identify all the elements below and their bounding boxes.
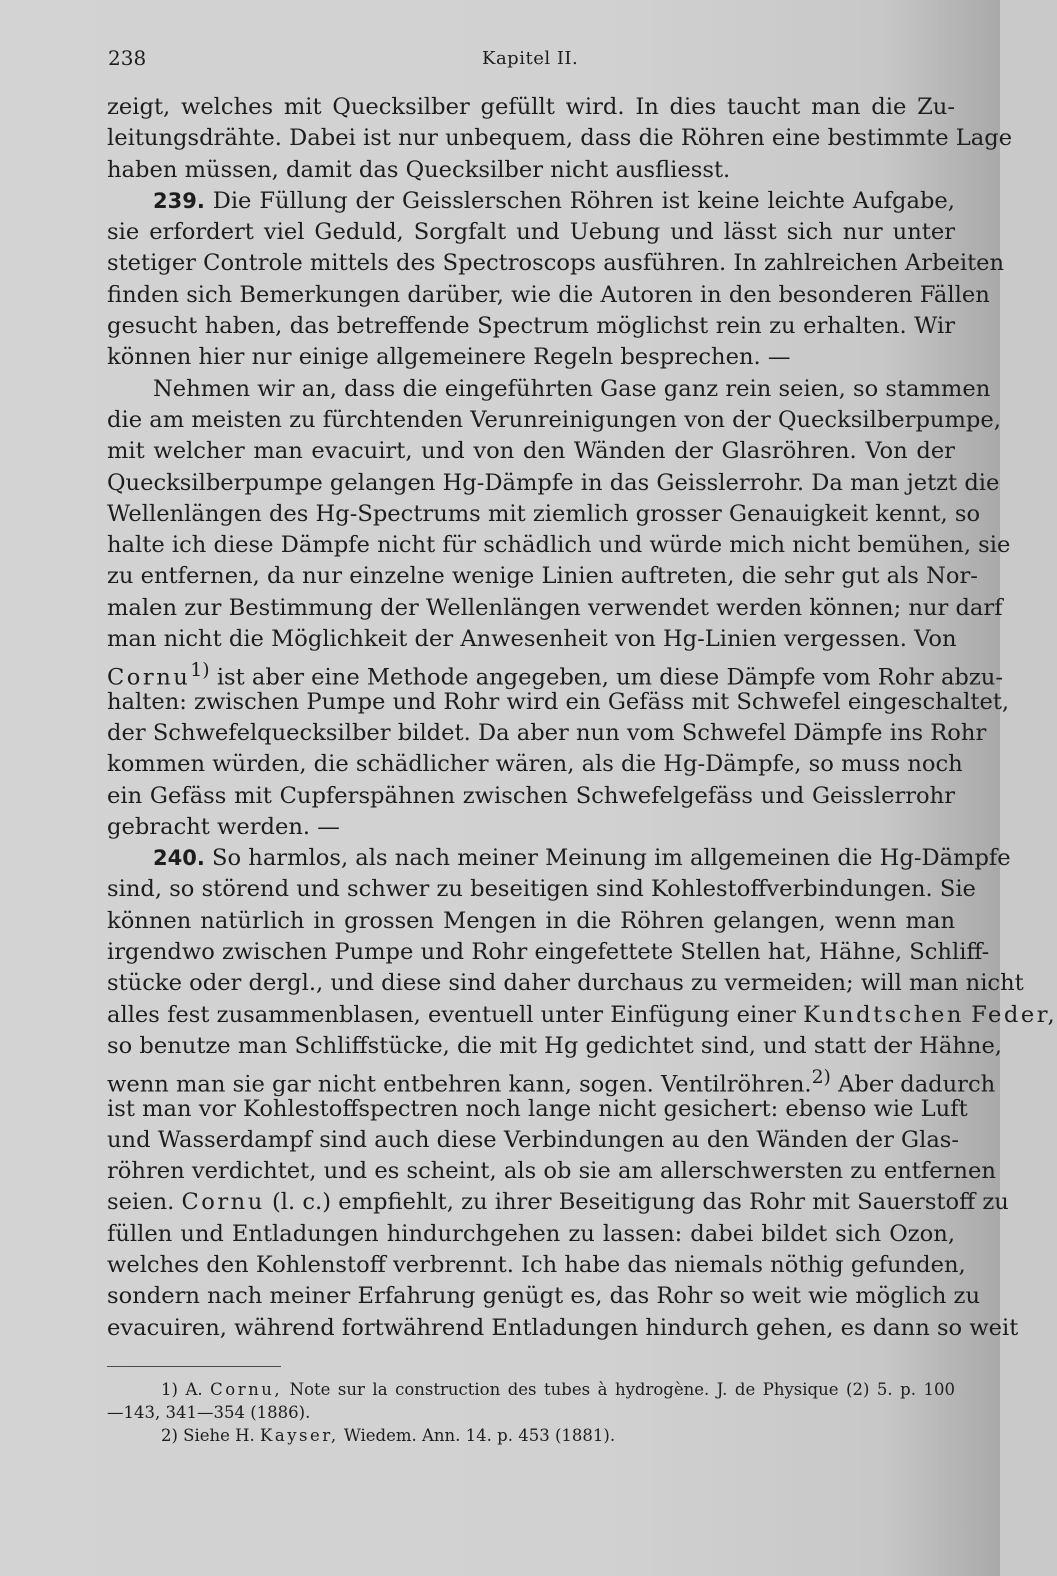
text-fragment: Feder, — [971, 1001, 1057, 1028]
text-line: so benutze man Schliffstücke, die mit Hg gedichtet sind, und statt der Hähne, — [107, 1032, 1002, 1059]
author-name: Kundtschen — [803, 1001, 964, 1028]
section-number: 239. — [153, 188, 205, 213]
text-line: man nicht die Möglichkeit der Anwesenheit von Hg-Linien vergessen. Von — [107, 626, 957, 653]
text-line: stetiger Controle mittels des Spectroscops ausführen. In zahlreichen Arbeiten — [107, 250, 1005, 277]
footnote-1-continued: —143, 341—354 (1886). — [107, 1403, 311, 1422]
text-fragment: alles fest zusammenblasen, eventuell unter Einfügung einer — [107, 1001, 796, 1028]
text-line: leitungsdrähte. Dabei ist nur unbequem, dass die Röhren eine bestimmte Lage — [107, 125, 1013, 152]
text-line: zeigt, welches mit Quecksilber gefüllt wird. In dies taucht man die Zu- — [107, 94, 955, 120]
footnote-2 — [107, 1424, 955, 1447]
footnote-prefix: 1) A. — [161, 1380, 203, 1399]
footnote-marker: 2) — [811, 1067, 831, 1089]
text-line: können hier nur einige allgemeinere Regeln besprechen. — — [107, 344, 791, 371]
paragraph-239-start — [107, 186, 955, 217]
text-line: Nehmen wir an, dass die eingeführten Gase ganz rein seien, so stammen — [153, 375, 991, 402]
text-fragment: seien. — [107, 1189, 175, 1216]
text-line: haben müssen, damit das Quecksilber nicht ausfliesst. — [107, 156, 731, 183]
footnote-prefix: 2) Siehe H. — [161, 1426, 255, 1445]
section-number: 240. — [153, 846, 205, 871]
text-line: Quecksilberpumpe gelangen Hg-Dämpfe in das Geisslerrohr. Da man jetzt die — [107, 469, 1000, 496]
text-line: gebracht werden. — — [107, 813, 340, 840]
text-line: halte ich diese Dämpfe nicht für schädlich und würde mich nicht bemühen, sie — [107, 532, 1011, 559]
text-line: ist man vor Kohlestoffspectren noch lange nicht gesichert: ebenso wie Luft — [107, 1095, 968, 1122]
page-header — [108, 46, 948, 76]
running-head: Kapitel II. — [482, 48, 579, 69]
text-line-kundt — [107, 1000, 1057, 1031]
text-line: der Schwefelquecksilber bildet. Da aber nun vom Schwefel Dämpfe ins Rohr — [107, 719, 987, 746]
text-line: sondern nach meiner Erfahrung genügt es, das Rohr so weit wie möglich zu — [107, 1283, 981, 1310]
text-fragment: ist aber eine Methode angegeben, um diese Dämpfe vom Rohr abzu- — [216, 664, 1003, 691]
text-line: zu entfernen, da nur einzelne wenige Linien auftreten, die sehr gut als Nor- — [107, 563, 978, 590]
text-fragment: Aber dadurch — [838, 1071, 996, 1098]
text-fragment: Die Füllung der Geisslerschen Röhren ist keine leichte Aufgabe, — [212, 187, 955, 214]
author-name: Cornu — [181, 1189, 265, 1216]
text-line: Wellenlängen des Hg-Spectrums mit ziemlich grosser Genauigkeit kennt, so — [107, 500, 981, 527]
text-line: ein Gefäss mit Cupferspähnen zwischen Schwefelgefäss und Geisslerrohr — [107, 782, 955, 809]
text-line: welches den Kohlenstoff verbrennt. Ich habe das niemals nöthig gefunden, — [107, 1251, 966, 1278]
text-line: irgendwo zwischen Pumpe und Rohr eingefettete Stellen hat, Hähne, Schliff- — [107, 939, 990, 966]
text-line: malen zur Bestimmung der Wellenlängen verwendet werden können; nur darf — [107, 594, 1003, 621]
text-line: die am meisten zu fürchtenden Verunreinigungen von der Quecksilberpumpe, — [107, 406, 1001, 433]
text-line: und Wasserdampf sind auch diese Verbindungen au den Wänden der Glas- — [107, 1126, 960, 1153]
footnote-divider — [107, 1366, 281, 1367]
footnote-text: Note sur la construction des tubes à hydrogène. J. de Physique (2) 5. p. 100 — [289, 1380, 956, 1399]
footnote-marker: 1) — [190, 660, 210, 682]
page-number: 238 — [108, 46, 147, 70]
text-line: sie erfordert viel Geduld, Sorgfalt und Uebung und lässt sich nur unter — [107, 219, 955, 246]
text-line: halten: zwischen Pumpe und Rohr wird ein Gefäss mit Schwefel eingeschaltet, — [107, 688, 1010, 715]
text-line: gesucht haben, das betreffende Spectrum möglichst rein zu erhalten. Wir — [107, 313, 955, 340]
text-line: finden sich Bemerkungen darüber, wie die Autoren in den besonderen Fällen — [107, 281, 990, 308]
text-line: kommen würden, die schädlicher wären, als die Hg-Dämpfe, so muss noch — [107, 751, 963, 778]
text-fragment: So harmlos, als nach meiner Meinung im allgemeinen die Hg-Dämpfe — [212, 845, 1011, 872]
text-fragment: (l. c.) empfiehlt, zu ihrer Beseitigung das Rohr mit Sauerstoff zu — [271, 1189, 1009, 1216]
author-name: Kayser, — [260, 1426, 339, 1445]
author-name: Cornu — [107, 664, 191, 691]
text-line: evacuiren, während fortwährend Entladungen hindurch gehen, es dann so weit — [107, 1314, 1019, 1341]
text-line: können natürlich in grossen Mengen in die Röhren gelangen, wenn man — [107, 907, 955, 934]
author-name: Cornu, — [210, 1380, 283, 1399]
text-line: füllen und Entladungen hindurchgehen zu lassen: dabei bildet sich Ozon, — [107, 1220, 955, 1247]
paragraph-240-start — [107, 843, 1011, 874]
text-line-cornu — [107, 655, 1003, 691]
text-fragment: wenn man sie gar nicht entbehren kann, sogen. Ventilröhren. — [107, 1071, 812, 1098]
text-line-ventil — [107, 1062, 996, 1098]
footnotes — [107, 1378, 955, 1447]
text-line: sind, so störend und schwer zu beseitigen sind Kohlestoffverbindungen. Sie — [107, 876, 976, 903]
footnote-1 — [107, 1378, 955, 1401]
text-line: mit welcher man evacuirt, und von den Wänden der Glasröhren. Von der — [107, 438, 955, 465]
text-line: röhren verdichtet, und es scheint, als ob sie am allerschwersten zu entfernen — [107, 1158, 996, 1185]
text-line: stücke oder dergl., und diese sind daher durchaus zu vermeiden; will man nicht — [107, 970, 1024, 997]
text-line-cornu-2 — [107, 1187, 1009, 1218]
body-text — [107, 92, 1057, 1344]
footnote-text: Wiedem. Ann. 14. p. 453 (1881). — [343, 1426, 616, 1445]
